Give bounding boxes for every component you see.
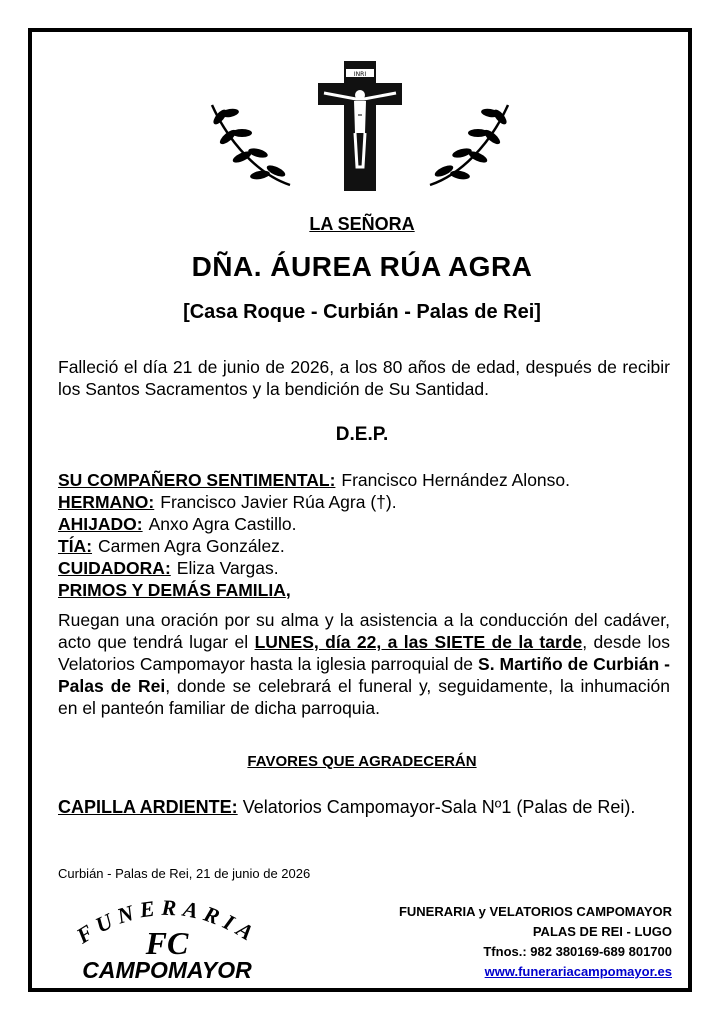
family-row bbox=[58, 513, 670, 535]
dateline: Curbián - Palas de Rei, 21 de junio de 2026 bbox=[58, 866, 311, 881]
company-name: FUNERARIA y VELATORIOS CAMPOMAYOR bbox=[398, 904, 672, 919]
chapel-text: Velatorios Campomayor-Sala Nº1 (Palas de Rei). bbox=[242, 797, 636, 817]
death-announcement: Falleció el día 21 de junio de 2026, a los 80 años de edad, después de recibir los Santos Sacramentos y la bendición de Su Santidad. bbox=[58, 357, 670, 399]
family-names: Francisco Javier Rúa Agra (†). bbox=[160, 492, 397, 512]
family-row bbox=[58, 469, 670, 491]
pray-text-1: Ruegan una oración por su alma y la asistencia a la conducción del cadáver, acto que tendrá lugar el bbox=[58, 610, 670, 652]
family-role: HERMANO: bbox=[58, 492, 155, 512]
family-names: Francisco Hernández Alonso. bbox=[341, 470, 570, 490]
title-prefix: LA SEÑORA bbox=[309, 214, 415, 234]
chapel-label: CAPILLA ARDIENTE: bbox=[58, 797, 238, 817]
family-row bbox=[58, 535, 670, 557]
inri-label: INRI bbox=[353, 71, 367, 78]
company-location: PALAS DE REI - LUGO bbox=[532, 924, 672, 939]
family-others: PRIMOS Y DEMÁS FAMILIA bbox=[58, 580, 286, 600]
dep-text: D.E.P. bbox=[335, 424, 389, 445]
family-names: Anxo Agra Castillo. bbox=[148, 514, 297, 534]
funeraria-logo bbox=[55, 888, 280, 983]
website-link[interactable]: www.funerariacampomayor.es bbox=[484, 964, 672, 979]
deceased-name: DÑA. ÁUREA RÚA AGRA bbox=[191, 251, 533, 282]
family-names: Eliza Vargas. bbox=[176, 558, 279, 578]
pray-where: S. Martiño de Curbián - Palas de Rei bbox=[58, 654, 670, 696]
family-role: AHIJADO: bbox=[58, 514, 143, 534]
pray-when: LUNES, día 22, a las SIETE de la tarde bbox=[254, 632, 583, 652]
family-row bbox=[58, 557, 670, 579]
favores-text: FAVORES QUE AGRADECERÁN bbox=[247, 753, 477, 770]
family-role: SU COMPAÑERO SENTIMENTAL: bbox=[58, 470, 336, 490]
logo-monogram: FC bbox=[145, 925, 189, 961]
family-row bbox=[58, 579, 670, 601]
pray-text-2: , desde los Velatorios Campomayor hasta la iglesia parroquial de bbox=[58, 632, 671, 674]
logo-name: CAMPOMAYOR bbox=[82, 957, 252, 983]
funeral-details bbox=[58, 609, 670, 719]
crucifix-icon bbox=[318, 61, 402, 191]
family-role: CUIDADORA: bbox=[58, 558, 171, 578]
laurel-branch-icon bbox=[211, 105, 290, 185]
laurel-branch-icon bbox=[430, 105, 509, 185]
company-phones: Tfnos.: 982 380169-689 801700 bbox=[483, 944, 672, 959]
logo-arc-text: FUNERARIA bbox=[71, 894, 263, 949]
family-others-punct: , bbox=[285, 580, 291, 600]
contact-block bbox=[399, 902, 672, 982]
family-list bbox=[58, 469, 670, 601]
family-row bbox=[58, 491, 670, 513]
family-names: Carmen Agra González. bbox=[98, 536, 285, 556]
house-location: [Casa Roque - Curbián - Palas de Rei] bbox=[183, 301, 541, 323]
emblem bbox=[190, 55, 530, 200]
pray-text-3: , donde se celebrará el funeral y, seguidamente, la inhumación en el panteón familiar de dicha parroquia. bbox=[58, 676, 670, 718]
chapel-line bbox=[58, 796, 670, 818]
family-role: TÍA: bbox=[58, 536, 93, 556]
